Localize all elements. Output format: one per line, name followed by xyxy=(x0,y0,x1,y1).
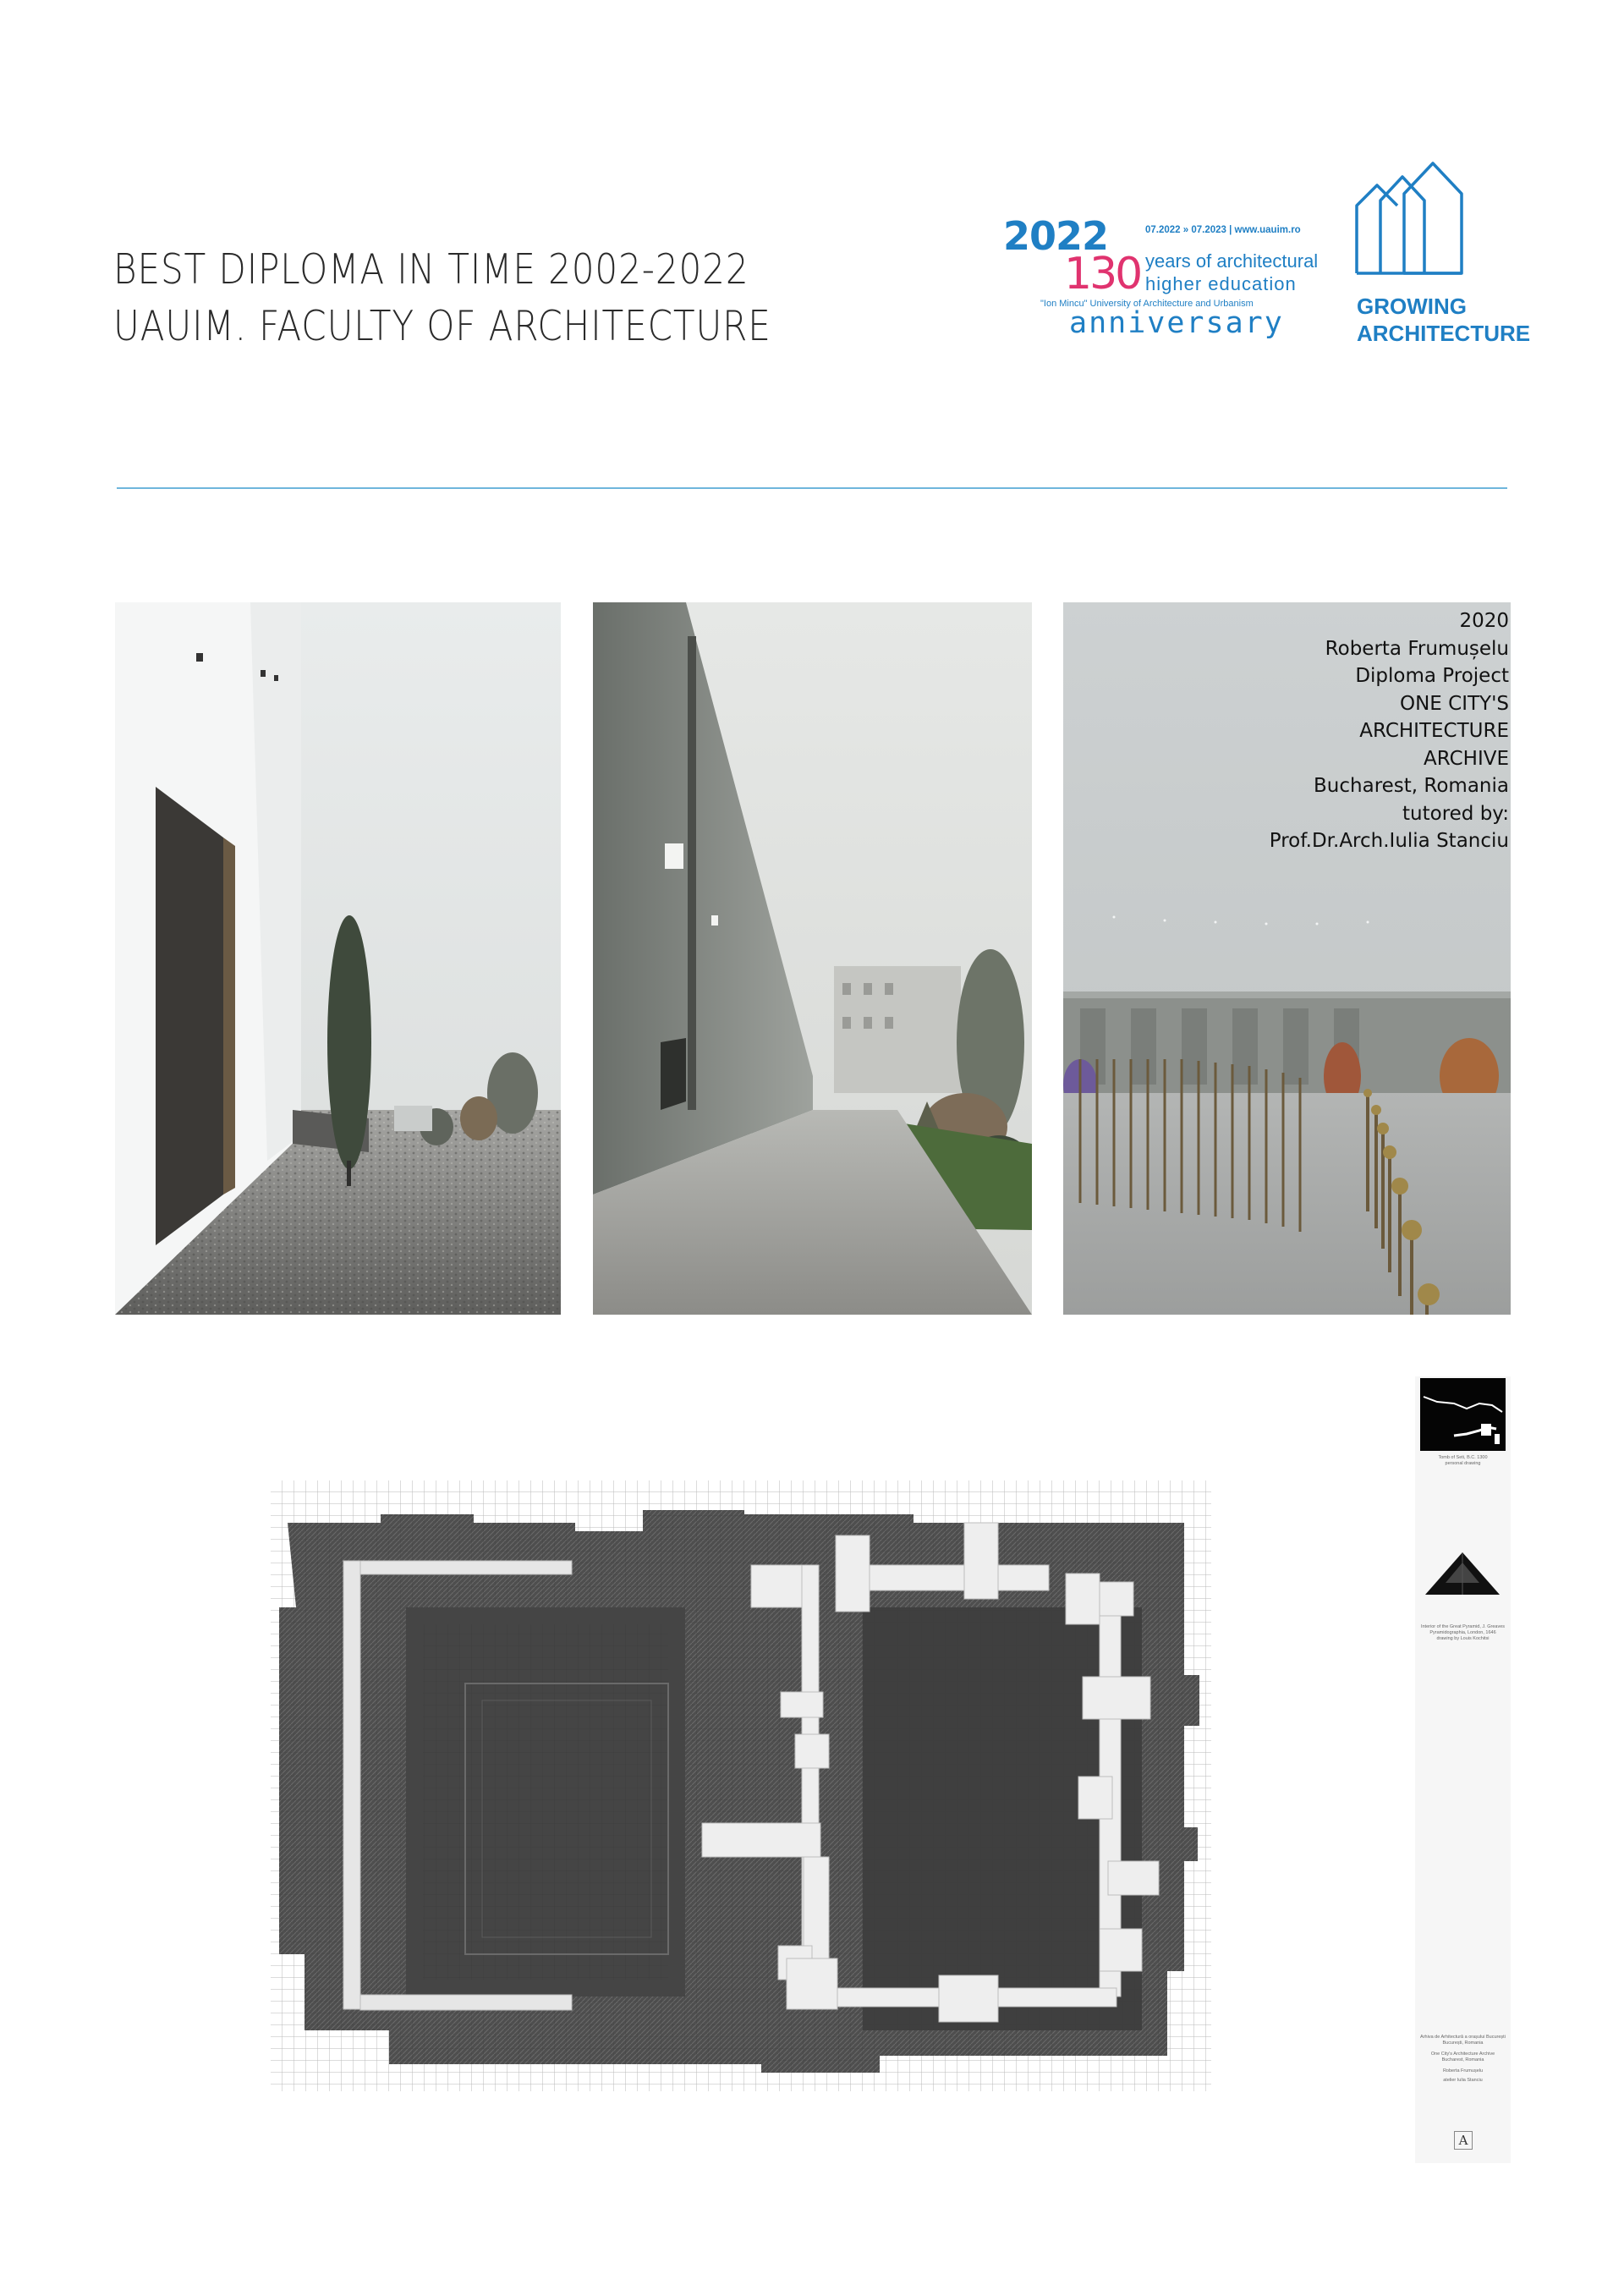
header-divider xyxy=(117,487,1507,489)
pyramid-drawing-image xyxy=(1424,1546,1502,1613)
sidebar-footer2: București, Romania xyxy=(1442,2041,1484,2046)
credits-project-line2: ARCHITECTURE xyxy=(1359,720,1509,742)
sidebar-monogram: A xyxy=(1454,2131,1473,2150)
credits-tutored: tutored by: xyxy=(1402,802,1509,825)
page-title-line1: BEST DIPLOMA IN TIME 2002-2022 xyxy=(113,245,749,294)
page-title-line2: UAUIM. FACULTY OF ARCHITECTURE xyxy=(113,302,771,350)
sidebar-footer6: atelier Iulia Stanciu xyxy=(1443,2078,1483,2083)
credits-year: 2020 xyxy=(1459,610,1509,632)
credits-tutor: Prof.Dr.Arch.Iulia Stanciu xyxy=(1269,830,1509,852)
growing-line2: ARCHITECTURE xyxy=(1357,321,1531,346)
sidebar-caption2-line2: Pyramidographia, London, 1646 xyxy=(1429,1630,1496,1635)
anniversary-number: 130 xyxy=(1064,249,1141,299)
anniversary-line2: higher education xyxy=(1145,273,1297,294)
floor-plan-drawing xyxy=(271,1480,1211,2091)
project-credits xyxy=(1270,607,1509,855)
sidebar-footer1: Arhiva de Arhitectură a orașului București xyxy=(1420,2035,1506,2040)
growing-architecture-logo xyxy=(1352,157,1531,351)
tomb-drawing-image xyxy=(1420,1378,1506,1451)
render-photo-2 xyxy=(593,602,1032,1315)
sidebar-footer3: One City's Architecture Archive xyxy=(1430,2052,1495,2057)
sidebar-caption2-line1: Interior of the Great Pyramid, J. Greaves xyxy=(1420,1624,1506,1629)
sidebar-panel xyxy=(1415,1376,1511,2163)
credits-project-line1: ONE CITY'S xyxy=(1399,692,1509,715)
credits-project-line3: ARCHIVE xyxy=(1424,747,1509,770)
houses-icon xyxy=(1352,157,1487,275)
anniversary-year: 2022 xyxy=(1003,213,1109,259)
growing-line1: GROWING xyxy=(1357,294,1467,319)
render-photo-1 xyxy=(115,602,561,1315)
credits-author: Roberta Frumușelu xyxy=(1325,637,1509,660)
credits-type: Diploma Project xyxy=(1355,665,1509,687)
sidebar-caption1-line2: personal drawing xyxy=(1445,1461,1481,1466)
sidebar-footer5: Roberta Frumușelu xyxy=(1442,2068,1484,2074)
anniversary-logo xyxy=(1003,213,1333,349)
anniversary-dates: 07.2022 » 07.2023 | www.uauim.ro xyxy=(1145,225,1301,235)
sidebar-caption1-line1: Tomb of Seti, B.C. 1300 xyxy=(1438,1455,1488,1460)
anniversary-university: "Ion Mincu" University of Architecture and Urbanism xyxy=(1040,299,1254,309)
anniversary-line1: years of architectural xyxy=(1145,250,1319,272)
sidebar-footer4: Bucharest, Romania xyxy=(1441,2057,1484,2063)
credits-location: Bucharest, Romania xyxy=(1314,775,1509,797)
sidebar-caption2-line3: drawing by Louis Kochitsi xyxy=(1436,1636,1490,1641)
anniversary-word: anniversary xyxy=(1069,306,1284,340)
